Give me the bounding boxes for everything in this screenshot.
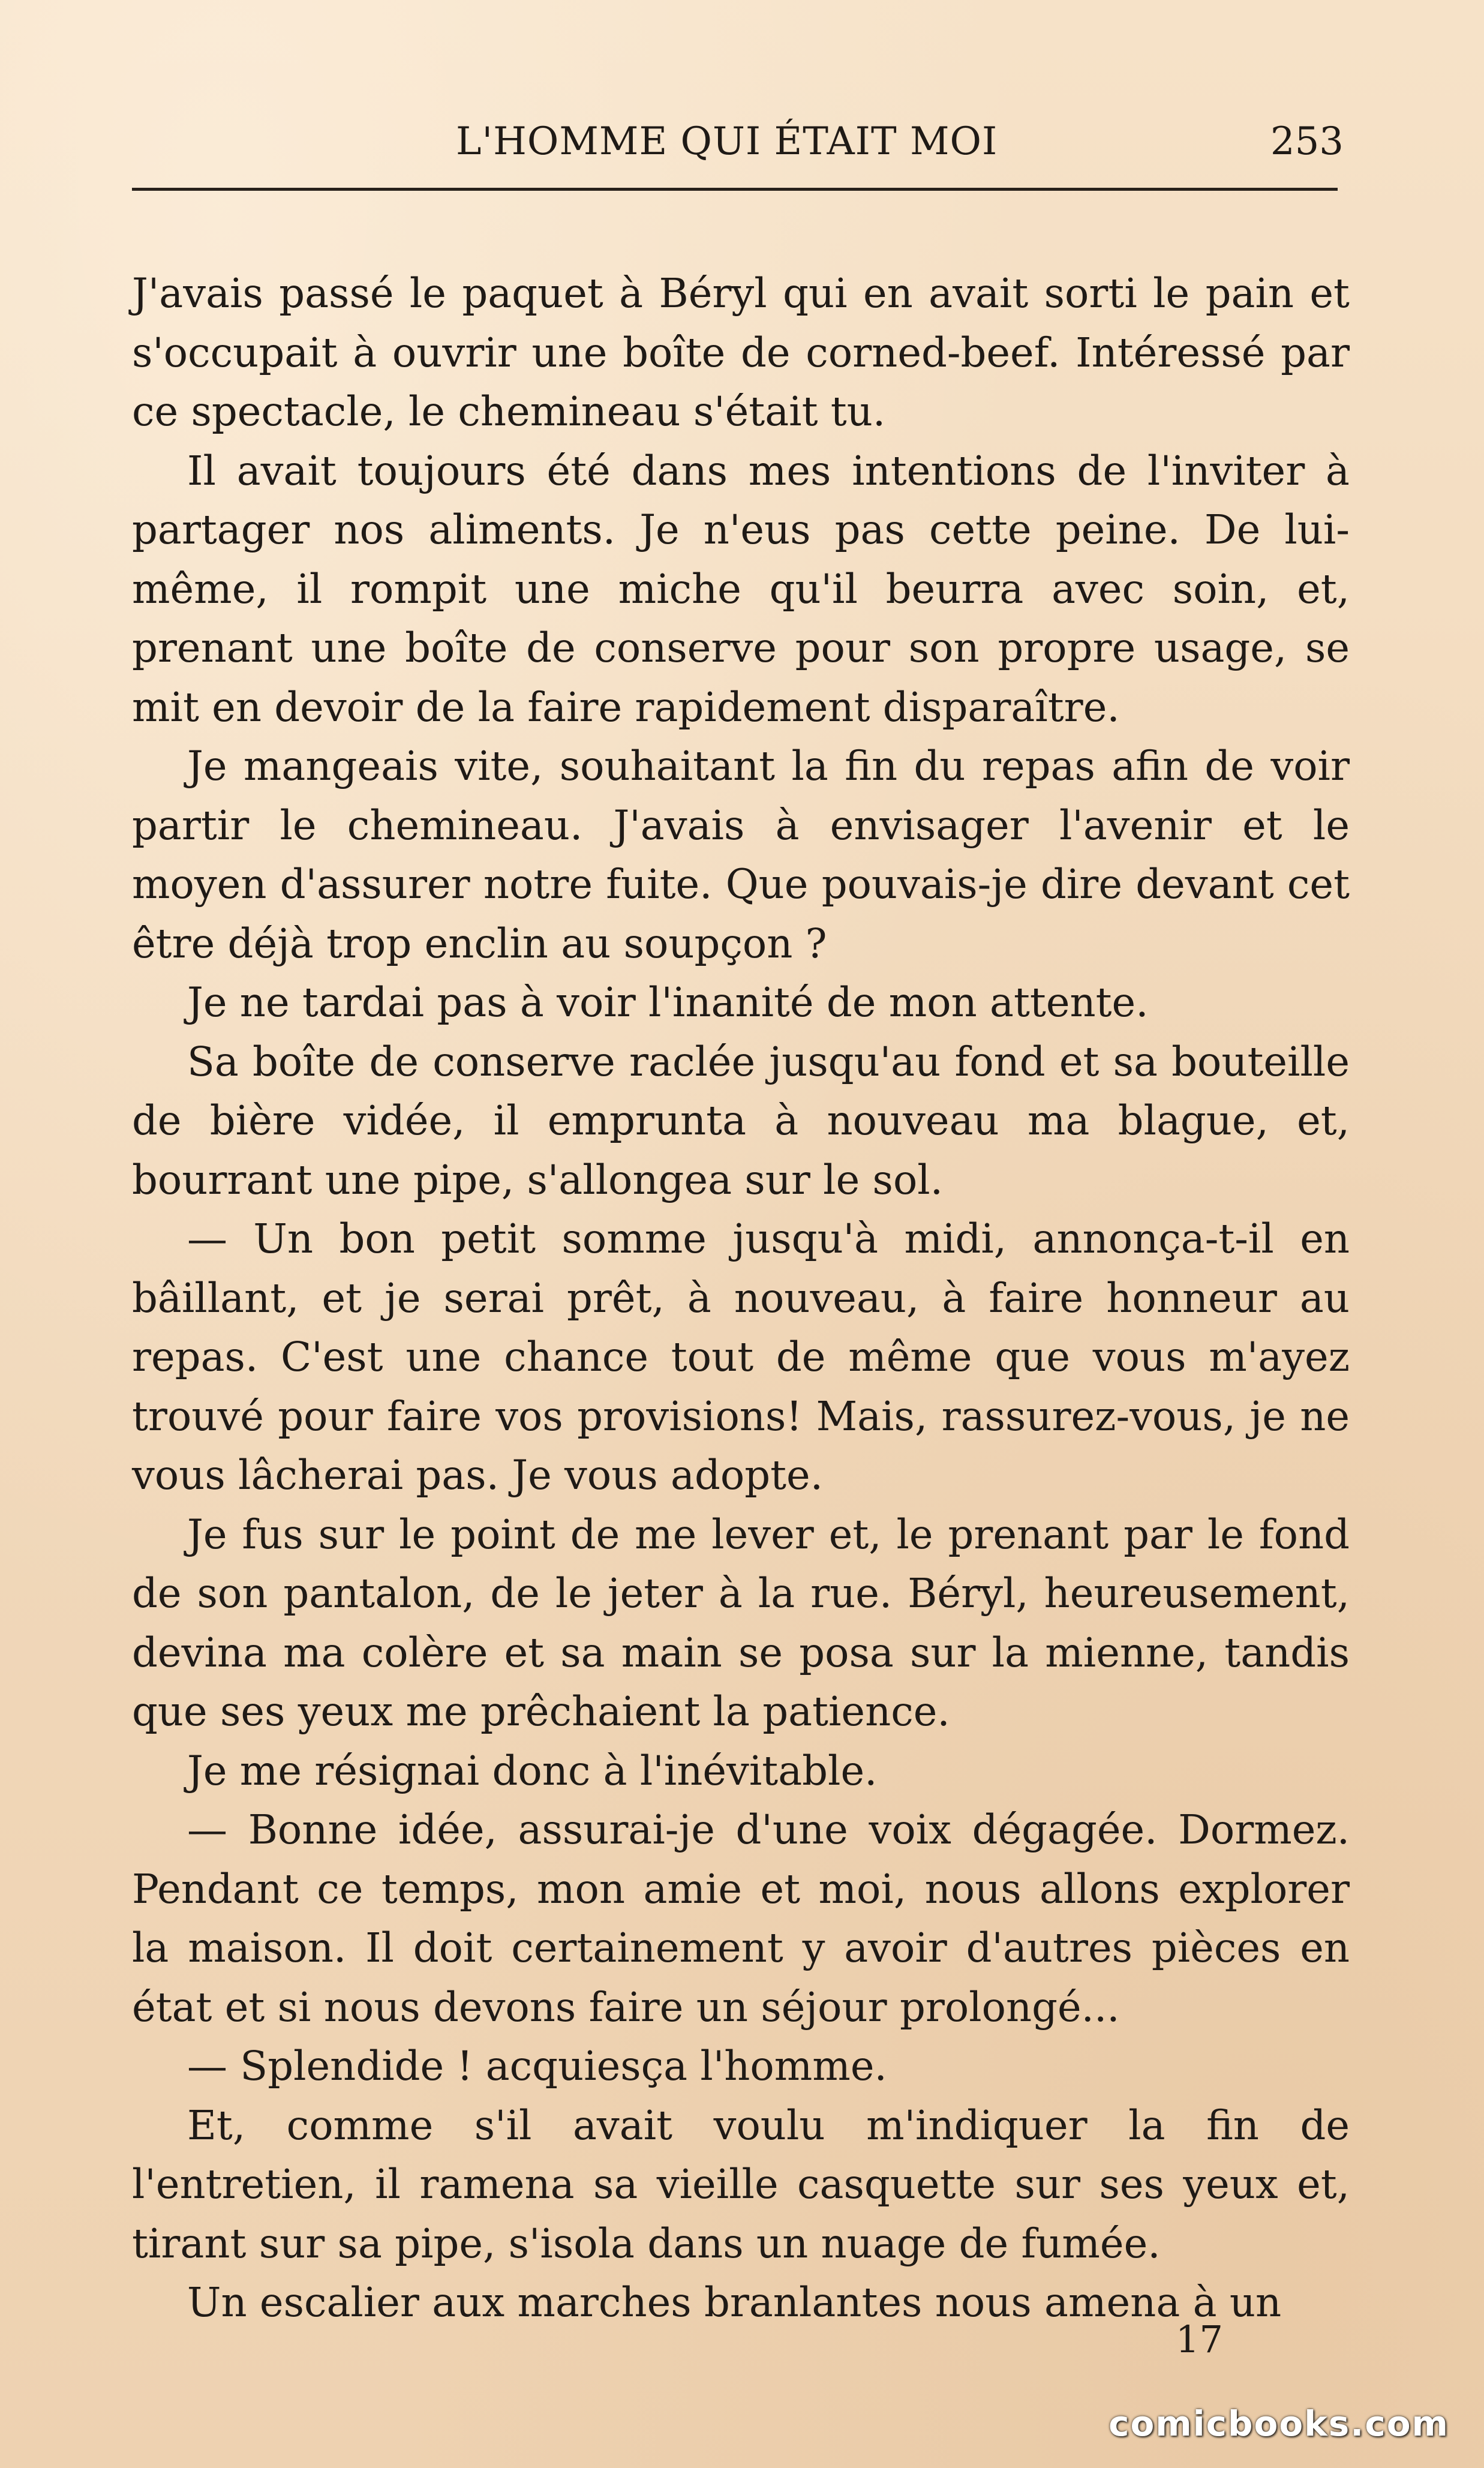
paragraph: Je me résignai donc à l'inévitable. [187,1747,878,1794]
paragraph: Il avait toujours été dans mes intentions de l'inviter à partager nos aliments. Je n'eus pas cette peine. De lui-même, il rompit une miche qu'il beurra avec soin, et, prenant une boîte de conserve pour son propre usage, se mit en devoir de la faire rapidement disparaître. [132,447,1350,731]
paragraph: Je mangeais vite, souhaitant la fin du repas afin de voir partir le chemineau. J'avais à envisager l'avenir et le moyen d'assurer notre fuite. Que pouvais-je dire devant cet être déjà trop enclin au soupçon ? [132,743,1350,967]
paragraph: — Splendide ! acquiesça l'homme. [187,2043,887,2089]
paragraph: — Bonne idée, assurai-je d'une voix dégagée. Dormez. Pendant ce temps, mon amie et moi, nous allons explorer la maison. Il doit certainement y avoir d'autres pièces en état et si nous devons faire un séjour prolongé... [132,1806,1350,2031]
paragraph: Un escalier aux marches branlantes nous amena à un [187,2279,1282,2326]
paragraph: Sa boîte de conserve raclée jusqu'au fond et sa bouteille de bière vidée, il emprunta à nouveau ma blague, et, bourrant une pipe, s'allongea sur le sol. [132,1038,1350,1203]
signature-mark: 17 [1176,2317,1223,2361]
watermark: comicbooks.com [1109,2403,1449,2444]
header-rule [132,188,1338,191]
paragraph: J'avais passé le paquet à Béryl qui en avait sorti le pain et s'occupait à ouvrir une boîte de corned-beef. Intéressé par ce spectacle, le chemineau s'était tu. [132,270,1350,435]
paragraph: — Un bon petit somme jusqu'à midi, annonça-t-il en bâillant, et je serai prêt, à nouveau, à faire honneur au repas. C'est une chance tout de même que vous m'ayez trouvé pour faire vos provisions! Mais, rassurez-vous, je ne vous lâcherai pas. Je vous adopte. [132,1215,1350,1499]
paragraph: Je fus sur le point de me lever et, le prenant par le fond de son pantalon, de le jeter à la rue. Béryl, heureusement, devina ma colère et sa main se posa sur la mienne, tandis que ses yeux me prêchaient la patience. [132,1511,1350,1735]
page-number: 253 [1270,119,1344,164]
body-text [132,264,1350,2332]
paragraph: Et, comme s'il avait voulu m'indiquer la fin de l'entretien, il ramena sa vieille casquette sur ses yeux et, tirant sur sa pipe, s'isola dans un nuage de fumée. [132,2101,1350,2267]
running-title: L'HOMME QUI ÉTAIT MOI [456,119,998,164]
paragraph: Je ne tardai pas à voir l'inanité de mon attente. [187,979,1149,1026]
page-header [132,115,1350,181]
